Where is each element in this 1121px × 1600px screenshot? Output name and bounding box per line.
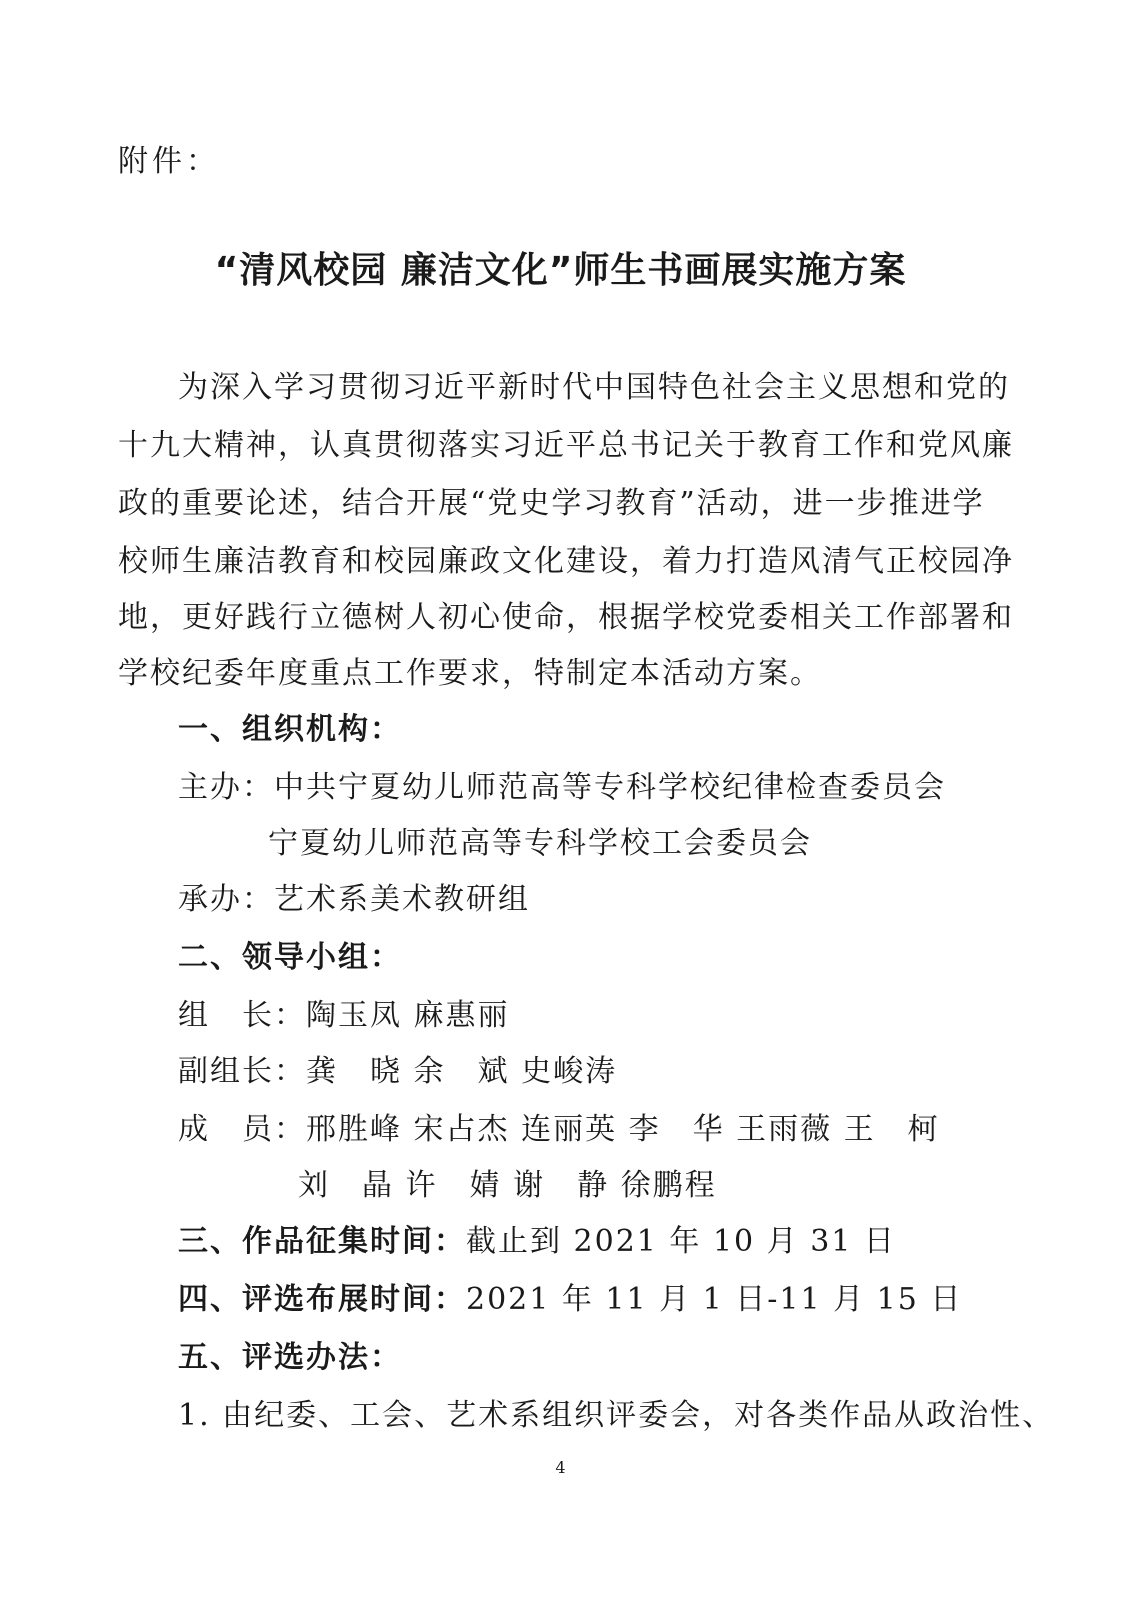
intro-line-1: 为深入学习贯彻习近平新时代中国特色社会主义思想和党的 bbox=[178, 370, 1010, 405]
intro-line-3: 政的重要论述，结合开展“党史学习教育”活动，进一步推进学 bbox=[118, 486, 985, 521]
document-title: “清风校园 廉洁文化”师生书画展实施方案 bbox=[214, 250, 907, 291]
organizer-label: 主办： bbox=[178, 770, 274, 805]
section-4-row bbox=[178, 1280, 962, 1320]
section-4-heading: 四、评选布展时间： bbox=[178, 1282, 466, 1317]
collection-deadline: 截止到 2021 年 10 月 31 日 bbox=[466, 1224, 896, 1259]
page-number: 4 bbox=[555, 1458, 566, 1477]
members-row bbox=[178, 1110, 940, 1150]
exhibition-period: 2021 年 11 月 1 日-11 月 15 日 bbox=[466, 1282, 963, 1317]
intro-line-5: 地，更好践行立德树人初心使命，根据学校党委相关工作部署和 bbox=[118, 600, 1014, 635]
organizer-2: 宁夏幼儿师范高等专科学校工会委员会 bbox=[268, 826, 812, 861]
co-organizer-label: 承办： bbox=[178, 882, 274, 917]
deputies: 龚 晓 余 斌 史峻涛 bbox=[306, 1054, 618, 1089]
organizer-1: 中共宁夏幼儿师范高等专科学校纪律检查委员会 bbox=[274, 770, 946, 805]
intro-line-6: 学校纪委年度重点工作要求，特制定本活动方案。 bbox=[118, 656, 822, 691]
intro-line-4: 校师生廉洁教育和校园廉政文化建设，着力打造风清气正校园净 bbox=[118, 544, 1014, 579]
leader-label: 组 长： bbox=[178, 998, 306, 1033]
members-line-2: 刘 晶 许 婧 谢 静 徐鹏程 bbox=[298, 1168, 717, 1203]
section-5-heading: 五、评选办法： bbox=[178, 1340, 402, 1375]
co-organizer: 艺术系美术教研组 bbox=[274, 882, 530, 917]
evaluation-item-1: 1. 由纪委、工会、艺术系组织评委会，对各类作品从政治性、 bbox=[178, 1398, 1055, 1433]
deputy-row bbox=[178, 1052, 617, 1092]
co-organizer-row bbox=[178, 880, 530, 920]
section-1-heading: 一、组织机构： bbox=[178, 712, 402, 747]
intro-line-2: 十九大精神，认真贯彻落实习近平总书记关于教育工作和党风廉 bbox=[118, 428, 1014, 463]
leaders: 陶玉凤 麻惠丽 bbox=[306, 998, 510, 1033]
members-line-1: 邢胜峰 宋占杰 连丽英 李 华 王雨薇 王 柯 bbox=[306, 1112, 940, 1147]
section-2-heading: 二、领导小组： bbox=[178, 940, 402, 975]
members-label: 成 员： bbox=[178, 1112, 306, 1147]
deputy-label: 副组长： bbox=[178, 1054, 306, 1089]
attachment-label: 附件： bbox=[118, 144, 220, 179]
organizer-row bbox=[178, 768, 946, 808]
section-3-row bbox=[178, 1222, 896, 1262]
section-3-heading: 三、作品征集时间： bbox=[178, 1224, 466, 1259]
leader-row bbox=[178, 996, 510, 1036]
